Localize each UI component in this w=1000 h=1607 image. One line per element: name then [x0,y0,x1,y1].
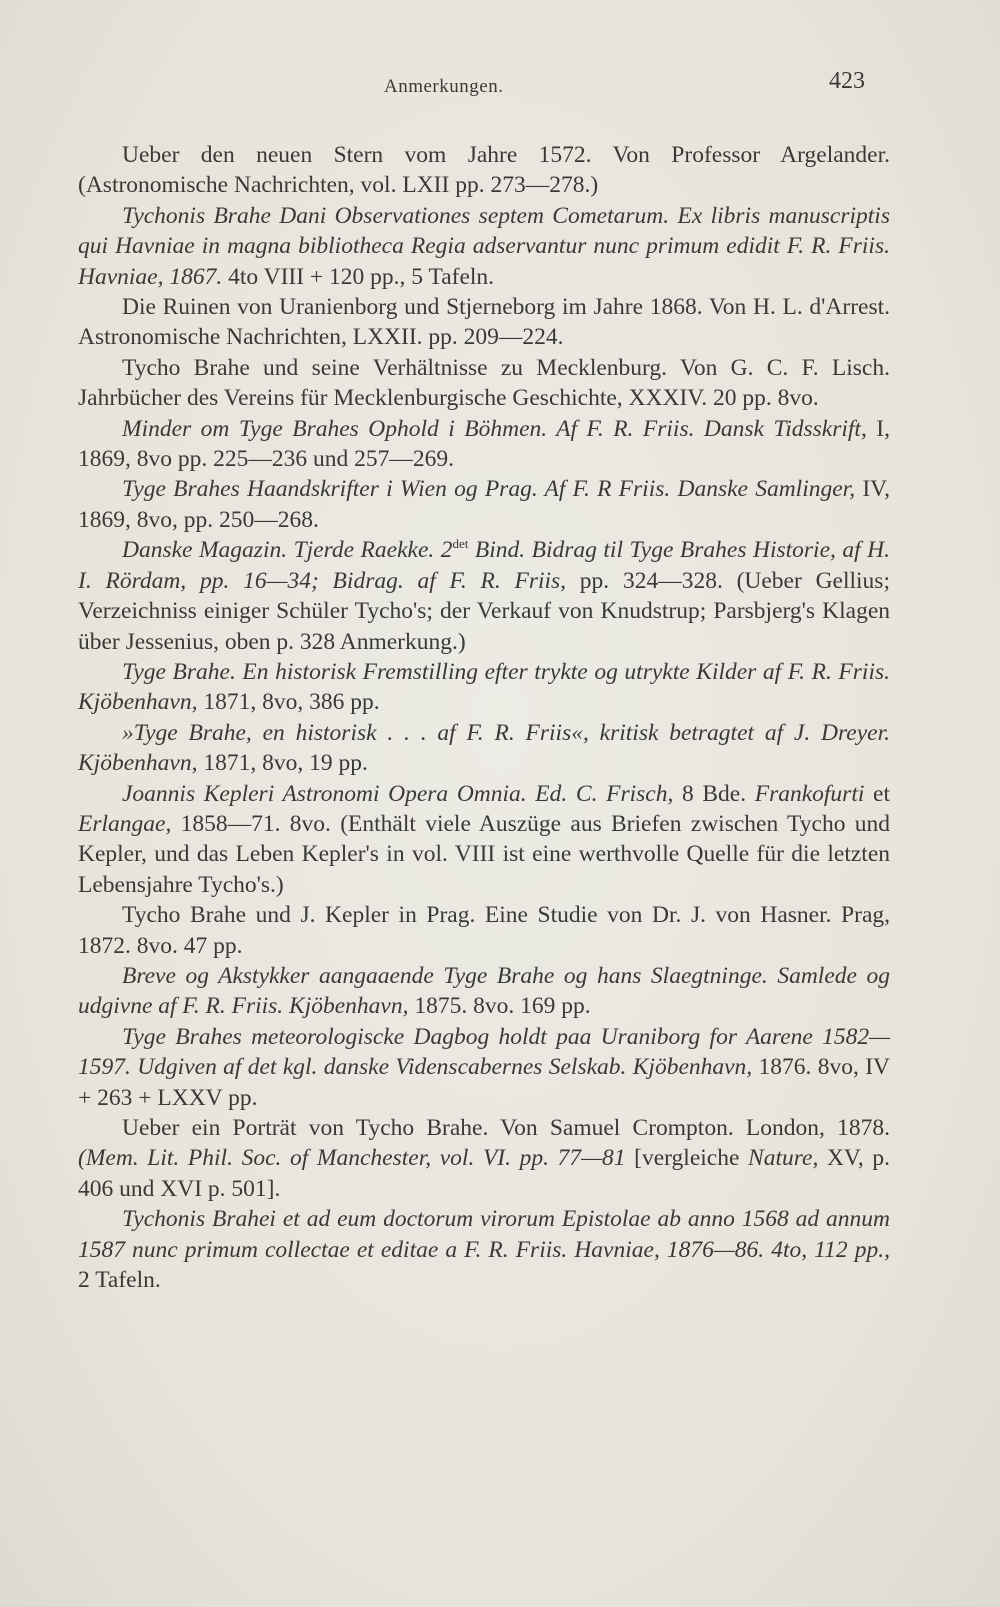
entry-title: Danske Magazin. Tjerde Raekke. 2 [122,537,453,564]
entry-text: Ueber den neuen Stern vom Jahre 1572. Von Professor Argelander. (Astronomische Nachrichten, vol. LXII pp. 273—278.) [78,142,890,199]
entry-text: IV, 1869, 8vo, pp. 250—268. [78,476,890,533]
entry-text: 4to VIII + 120 pp., 5 Tafeln. [222,263,495,290]
bibliography-entry [78,718,890,779]
entry-title: »Tyge Brahe, en historisk . . . af F. R. Friis«, kritisk betragtet af J. Dreyer. Kjöbenhavn, [78,719,890,777]
bibliography-entry [78,900,890,961]
entry-title: Frankofurti [754,780,865,807]
bibliography-entry [78,535,890,657]
entry-text: Tycho Brahe und J. Kepler in Prag. Eine Studie von Dr. J. von Hasner. Prag, 1872. 8vo. 47 pp. [78,902,890,959]
entry-title: Breve og Akstykker aangaaende Tyge Brahe og hans Slaegtninge. Samlede og udgivne af F. R. Friis. Kjöbenhavn, [78,962,890,1020]
entry-text: Ueber ein Porträt von Tycho Brahe. Von Samuel Crompton. London, 1878. [122,1115,890,1141]
entry-title: Tyge Brahes meteorologiscke Dagbog holdt paa Uraniborg for Aarene 1582—1597. Udgiven af det kgl. danske Videnscabernes Selskab. Kjöbenhavn, [78,1023,890,1081]
bibliography-entry [78,292,890,353]
bibliography-entry [78,201,890,292]
entry-title: Nature, [748,1145,819,1172]
superscript: det [452,536,469,552]
bibliography-entry [78,474,890,535]
entry-text: Tycho Brahe und seine Verhältnisse zu Mecklenburg. Von G. C. F. Lisch. Jahrbücher des Vereins für Mecklenburgische Geschichte, XXXIV. 20 pp. 8vo. [78,354,890,412]
bibliography-entry [78,1022,890,1113]
bibliography-text [78,140,890,1295]
entry-text: 1871, 8vo, 386 pp. [197,689,380,716]
bibliography-entry [78,1204,890,1295]
entry-title: Erlangae, [78,810,172,837]
page-header [0,68,1000,102]
bibliography-entry [78,1113,890,1204]
entry-title: Tyge Brahe. En historisk Fremstilling efter trykte og utrykte Kilder af F. R. Friis. Kjöbenhavn, [78,658,890,716]
entry-title: (Mem. Lit. Phil. Soc. of Manchester, vol. VI. pp. 77—81 [78,1145,626,1172]
entry-text: 1858—71. 8vo. (Enthält viele Auszüge aus Briefen zwischen Tycho und Kepler, und das Leben Kepler's in vol. VIII ist eine werthvolle Quelle für die letzten Lebensjahre Tycho's.) [78,810,890,898]
entry-title: Minder om Tyge Brahes Ophold i Böhmen. Af F. R. Friis. Dansk Tidsskrift, [122,415,867,442]
bibliography-entry [78,779,890,901]
entry-text: 8 Bde. [673,780,755,807]
entry-title: Bind. Bidrag til Tyge Brahes Historie, af H. I. Rördam, pp. 16—34; Bidrag. af F. R. Friis, [78,537,890,594]
bibliography-entry [78,961,890,1022]
entry-text: 1875. 8vo. 169 pp. [408,993,591,1020]
entry-text: 1876. 8vo, IV + 263 + LXXV pp. [78,1054,891,1111]
entry-text: 1871, 8vo, 19 pp. [197,750,368,777]
bibliography-entry [78,140,890,201]
bibliography-entry [78,414,890,475]
entry-text: et [864,780,890,807]
entry-title: Tychonis Brahei et ad eum doctorum virorum Epistolae ab anno 1568 ad annum 1587 nunc primum collectae et editae a F. R. Friis. Havniae, 1876—86. 4to, 112 pp., [78,1206,890,1263]
page-number: 423 [829,68,865,94]
entry-text: XV, p. 406 und XVI p. 501]. [78,1145,891,1202]
entry-text: Die Ruinen von Uranienborg und Stjerneborg im Jahre 1868. Von H. L. d'Arrest. Astronomische Nachrichten, LXXII. pp. 209—224. [78,294,890,351]
running-head: Anmerkungen. [384,76,504,97]
bibliography-entry [78,353,890,414]
entry-title: Tyge Brahes Haandskrifter i Wien og Prag. Af F. R Friis. Danske Samlinger, [122,476,856,503]
entry-text: 2 Tafeln. [78,1267,161,1294]
entry-text: [vergleiche [625,1145,749,1172]
entry-title: Joannis Kepleri Astronomi Opera Omnia. Ed. C. Frisch, [122,780,674,807]
entry-text: I, 1869, 8vo pp. 225—236 und 257—269. [78,415,891,473]
bibliography-entry [78,657,890,718]
entry-title: Tychonis Brahe Dani Observationes septem Cometarum. Ex libris manuscriptis qui Havniae in magna bibliotheca Regia adservantur nunc primum edidit F. R. Friis. Havniae, 1867. [78,202,890,290]
entry-text: pp. 324—328. (Ueber Gellius; Verzeichniss einiger Schüler Tycho's; der Verkauf von Knudstrup; Parsbjerg's Klagen über Jessenius, oben p. 328 Anmerkung.) [78,567,890,655]
